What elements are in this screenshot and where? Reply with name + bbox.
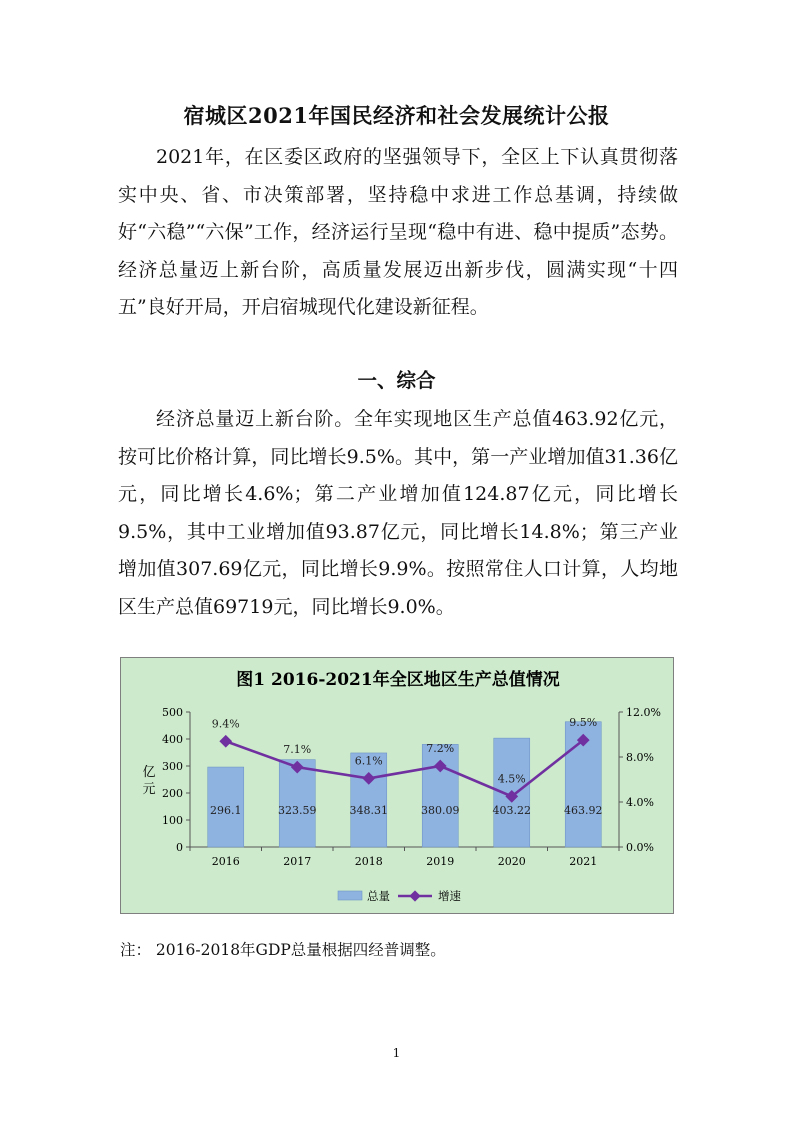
- footnote: 注： 2016-2018年GDP总量根据四经普调整。: [120, 941, 446, 959]
- growth-value-label: 6.1%: [354, 754, 383, 768]
- y-tick-label: 400: [162, 733, 183, 746]
- y2-tick-label: 8.0%: [626, 751, 654, 764]
- y-tick-label: 300: [162, 760, 183, 773]
- section-heading: 一、综合: [357, 369, 436, 392]
- y-tick-label: 100: [162, 814, 183, 827]
- legend-line-label: 增速: [438, 889, 461, 903]
- x-tick-label: 2019: [426, 855, 455, 868]
- legend-bar-swatch: [338, 891, 362, 900]
- bar-value-label: 296.1: [210, 804, 242, 817]
- growth-value-label: 7.1%: [283, 743, 312, 757]
- bar-value-label: 380.09: [421, 804, 460, 817]
- y2-tick-label: 4.0%: [626, 796, 654, 809]
- x-tick-label: 2021: [569, 855, 598, 868]
- bar-value-label: 348.31: [349, 804, 388, 817]
- bar-value-label: 463.92: [564, 804, 603, 817]
- x-tick-label: 2018: [354, 855, 383, 868]
- x-tick-label: 2020: [497, 855, 526, 868]
- y-axis-label: 亿: [142, 765, 156, 780]
- growth-value-label: 4.5%: [497, 772, 526, 786]
- bar-value-label: 403.22: [492, 804, 531, 817]
- y2-tick-label: 12.0%: [626, 706, 661, 719]
- gdp-chart-svg: [121, 658, 675, 915]
- x-tick-label: 2016: [211, 855, 240, 868]
- growth-value-label: 9.4%: [211, 717, 240, 731]
- y2-tick-label: 0.0%: [626, 841, 654, 854]
- y-tick-label: 200: [162, 787, 183, 800]
- growth-marker-2016: [219, 735, 232, 748]
- y-axis-label: 元: [142, 782, 156, 797]
- growth-value-label: 9.5%: [569, 716, 598, 730]
- bar-value-label: 323.59: [278, 804, 317, 817]
- report-title: 宿城区2021年国民经济和社会发展统计公报: [183, 103, 610, 128]
- gdp-chart: [120, 657, 674, 914]
- y-tick-label: 500: [162, 706, 183, 719]
- chart-title: 图1 2016-2021年全区地区生产总值情况: [236, 670, 560, 690]
- section-paragraph: 经济总量迈上新台阶。全年实现地区生产总值463.92亿元，按可比价格计算，同比增长9.5%。其中，第一产业增加值31.36亿元，同比增长4.6%；第二产业增加值124.87亿元，同比增长9.5%，其中工业增加值93.87亿元，同比增长14.8%；第三产业增加值307.69亿元，同比增长9.9%。按照常住人口计算，人均地区生产总值69719元，同比增长9.0%。: [118, 408, 678, 618]
- page-number: 1: [392, 1046, 401, 1060]
- growth-value-label: 7.2%: [426, 742, 455, 755]
- x-tick-label: 2017: [283, 855, 312, 868]
- y-tick-label: 0: [176, 841, 183, 854]
- legend-line-marker: [409, 890, 420, 901]
- legend-bar-label: 总量: [367, 889, 390, 903]
- intro-paragraph: 2021年，在区委区政府的坚强领导下，全区上下认真贯彻落实中央、省、市决策部署，坚持稳中求进工作总基调，持续做好“六稳”“六保”工作，经济运行呈现“稳中有进、稳中提质”态势。经济总量迈上新台阶，高质量发展迈出新步伐，圆满实现“十四五”良好开局，开启宿城现代化建设新征程。: [118, 146, 678, 318]
